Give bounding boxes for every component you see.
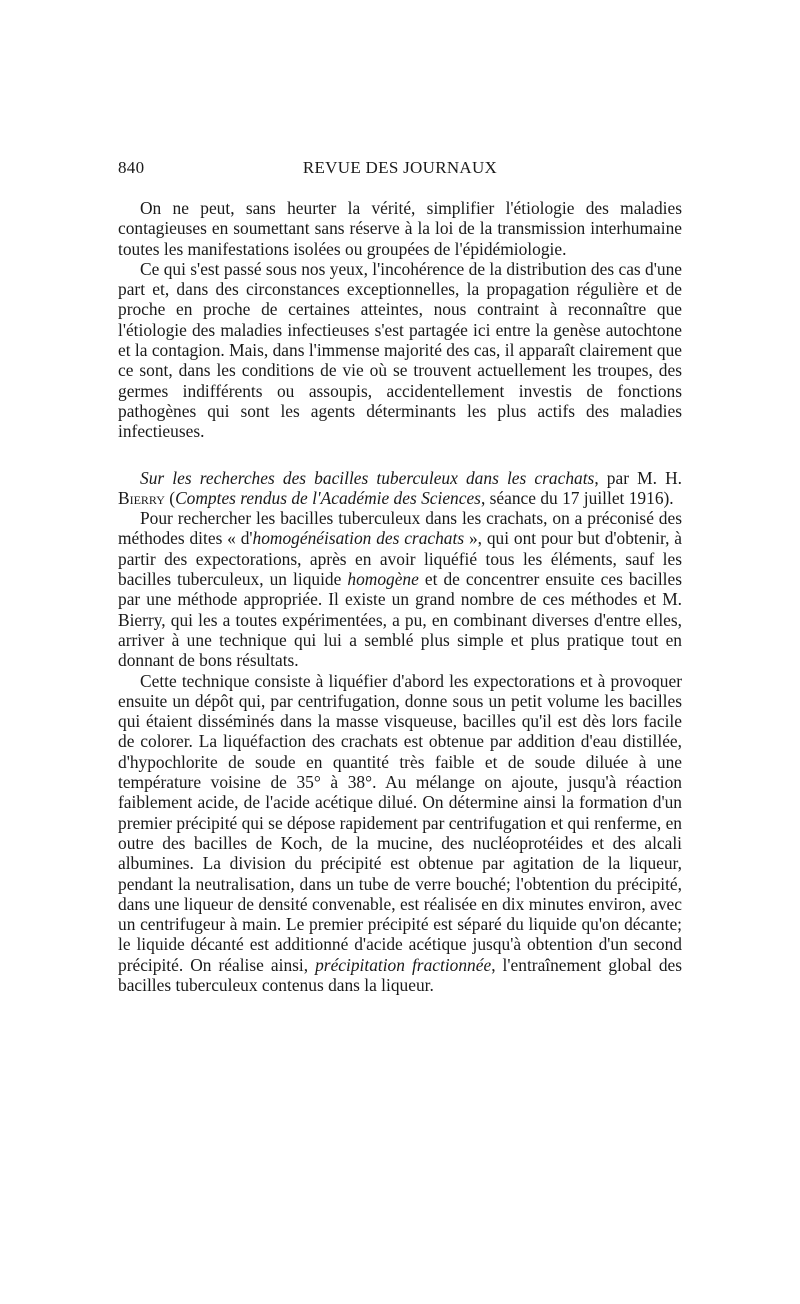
paragraph-technique [118,671,682,996]
text-run: Cette technique consiste à liquéfier d'abord les expectorations et à provoquer ensuite un dépôt qui, par centrifugation, donne sous un petit volume les bacilles qui étaient disséminés dans la masse visqueuse, bacilles qu'il est dès lors facile de colorer. La liquéfaction des crachats est obtenue par addition d'eau distillée, d'hypochlorite de soude en quantité très faible et de soude diluée à une température voisine de 35° à 38°. Au mélange on ajoute, jusqu'à réaction faiblement acide, de l'acide acétique dilué. On détermine ainsi la formation d'un premier précipité qui se dépose rapidement par centrifugation et qui renferme, en outre des bacilles de Koch, de la mucine, des nucléoprotéides et des alcali albumines. La division du précipité est obtenue par agitation de la liqueur, pendant la neutralisation, dans un tube de verre bouché; l'obtention du précipité, dans une liqueur de densité convenable, est réalisée en dix minutes environ, avec un centrifugeur à main. Le premier précipité est séparé du liquide qu'on décante; le liquide décanté est additionné d'acide acétique jusqu'à obtention d'un second précipité. On réalise ainsi, [118,670,682,975]
article-by: , par M. H. [594,467,682,488]
text-run: et de concentrer ensuite ces bacilles par une méthode appropriée. Il existe un grand nombre de ces méthodes et M. Bierry, qui les a toutes expérimentées, a pu, en combinant diverses d'entre elles, arriver à une technique qui lui a semblé plus simple et plus pratique tout en donnant de bons résultats. [118,569,682,671]
emphasis: homogénéisation des crachats [252,528,465,549]
article-title: Sur les recherches des bacilles tuberculeux dans les crachats [140,467,595,488]
page-number: 840 [118,158,145,177]
article-source: Comptes rendus de l'Académie des Sciences [175,487,481,508]
emphasis: précipitation fractionnée [315,954,492,975]
text-run: , l'entraînement global des bacilles tuberculeux contenus dans la liqueur. [118,954,683,995]
article-body [118,198,682,995]
paragraph-etiology: On ne peut, sans heurter la vérité, simplifier l'étiologie des maladies contagieuses en soumettant sans réserve à la loi de la transmission interhumaine toutes les manifestations isolées ou groupées de l'épidémiologie. [118,198,682,259]
article-reference [118,468,682,509]
emphasis: homogène [347,569,419,590]
paragraph-methods [118,508,682,670]
running-title: REVUE DES JOURNAUX [302,158,498,177]
text-run: Pour rechercher les bacilles tuberculeux dans les crachats, on a préconisé des méthodes dites « d' [118,508,682,549]
text-run: », qui ont pour but d'obtenir, à partir des expectorations, après en avoir liquéfié tous les éléments, sauf les bacilles tuberculeux, un liquide [118,528,683,590]
page-header [118,158,682,184]
paragraph-conclusion: Ce qui s'est passé sous nos yeux, l'incohérence de la distribution des cas d'une part et, dans des circonstances exceptionnelles, la propagation régulière et de proche en proche de certaines atteintes, nous contraint à reconnaître que l'étiologie des maladies infectieuses s'est partagée ici entre la genèse autochtone et la contagion. Mais, dans l'immense majorité des cas, il apparaît clairement que ce sont, dans les conditions de vie où se trouvent actuellement les troupes, des germes indifférents ou assoupis, accidentellement investis de fonctions pathogènes qui sont les agents déterminants les plus actifs des maladies infectieuses. [118,258,682,442]
article-author: Bierry [118,487,165,508]
article-date: , séance du 17 juillet 1916). [480,487,674,508]
article-source-open: ( [164,487,176,508]
